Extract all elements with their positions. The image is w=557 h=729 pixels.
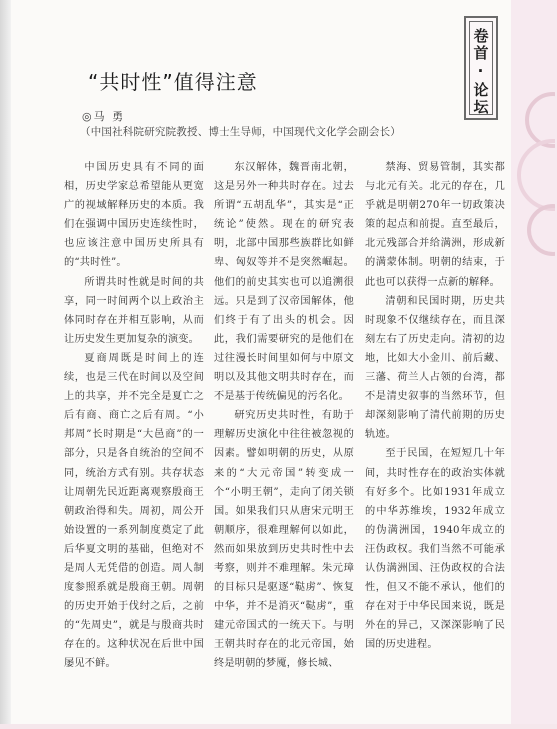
column-tag (464, 16, 498, 120)
author-byline: ◎马 勇 (82, 110, 126, 123)
bottom-band (0, 724, 557, 729)
text-column-3 (365, 158, 505, 654)
paragraph: 所谓共时性就是时间的共享，同一时间两个以上政治主体同时存在并相互影响，从而让历史发生更加复杂的演变。 (64, 276, 204, 345)
paragraph: 东汉解体，魏晋南北朝，这是另外一种共时存在。过去所谓“五胡乱华”，其实是“正统论”使然。现在的研究表明，北部中国那些族群比如鲜卑、匈奴等并不是突然崛起。他们的前史其实也可以追溯很远。只是到了汉帝国解体，他们终于有了出头的机会。因此，我们需要研究的是他们在过往漫长时间里如何与中原文明以及其他文明共时存在，而不是基于传统偏见的污名化。 (214, 162, 354, 403)
article-title: “共时性”值得注意 (88, 70, 258, 94)
text-column-1 (64, 158, 204, 674)
author-affiliation: （中国社科院研究院教授、博士生导师，中国现代文化学会副会长） (80, 126, 401, 138)
paragraph: 研究历史共时性，有助于理解历史演化中往往被忽视的因素。譬如明朝的历史，从原来的“大元帝国”转变成一个“小明王朝”，走向了闭关锁国。如果我们只从唐宋元明王朝顺序，很难理解何以如此，然而如果放到历史共时性中去考察，则并不难理解。朱元璋的目标只是驱逐“鞑虏”、恢复中华，并不是消灭“鞑虏”，重建元帝国式的一统天下。与明王朝共时存在的北元帝国，始终是明朝的梦魇，修长城、 (214, 410, 354, 670)
paragraph: 清朝和民国时期，历史共时现象不仅继续存在，而且深刻左右了历史走向。清初的边地，比如大小金川、前后藏、三藩、荷兰人占领的台湾，都不是清史叙事的当然环节，但却深刻影响了清代前期的历史轨迹。 (365, 295, 505, 441)
paragraph: 至于民国，在短短几十年间，共时性存在的政治实体就有好多个。比如1931年成立的中华苏维埃，1932年成立的伪满洲国，1940年成立的汪伪政权。我们当然不可能承认伪满洲国、汪伪政权的合法性，但又不能不承认，他们的存在对于中华民国来说，既是外在的异己，又深深影响了民国的历史进程。 (365, 448, 505, 651)
paragraph: 夏商周既是时间上的连续，也是三代在时间以及空间上的共享，并不完全是夏亡之后有商、商亡之后有周。“小邦周”长时期是“大邑商”的一部分，只是各自统治的空间不同，统治方式有别。共存状态让周朝先民近距离观察殷商王朝政治得和失。周初，周公开始设置的一系列制度奠定了此后华夏文明的基础，但绝对不是周人无凭借的创造。周人制度参照系就是殷商王朝。周朝的历史开始于伐纣之后，之前的“先周史”，就是与殷商共时存在的。这种状况在后世中国屡见不鲜。 (64, 352, 204, 670)
paragraph: 中国历史具有不同的面相，历史学家总希望能从更宽广的视域解释历史的本质。我们在强调中国历史连续性时，也应该注意中国历史所具有的“共时性”。 (64, 162, 204, 269)
text-column-2 (214, 158, 354, 674)
column-tag-label: 卷首·论坛 (471, 28, 490, 116)
decorative-rings (507, 90, 555, 260)
page-gutter (0, 0, 11, 729)
paragraph: 禁海、贸易管制，其实都与北元有关。北元的存在，几乎就是明朝270年一切政策决策的起点和前提。直至最后，北元残部合并给满洲，形成新的满蒙体制。明朝的结束，于此也可以获得一点新的解释。 (365, 162, 505, 288)
